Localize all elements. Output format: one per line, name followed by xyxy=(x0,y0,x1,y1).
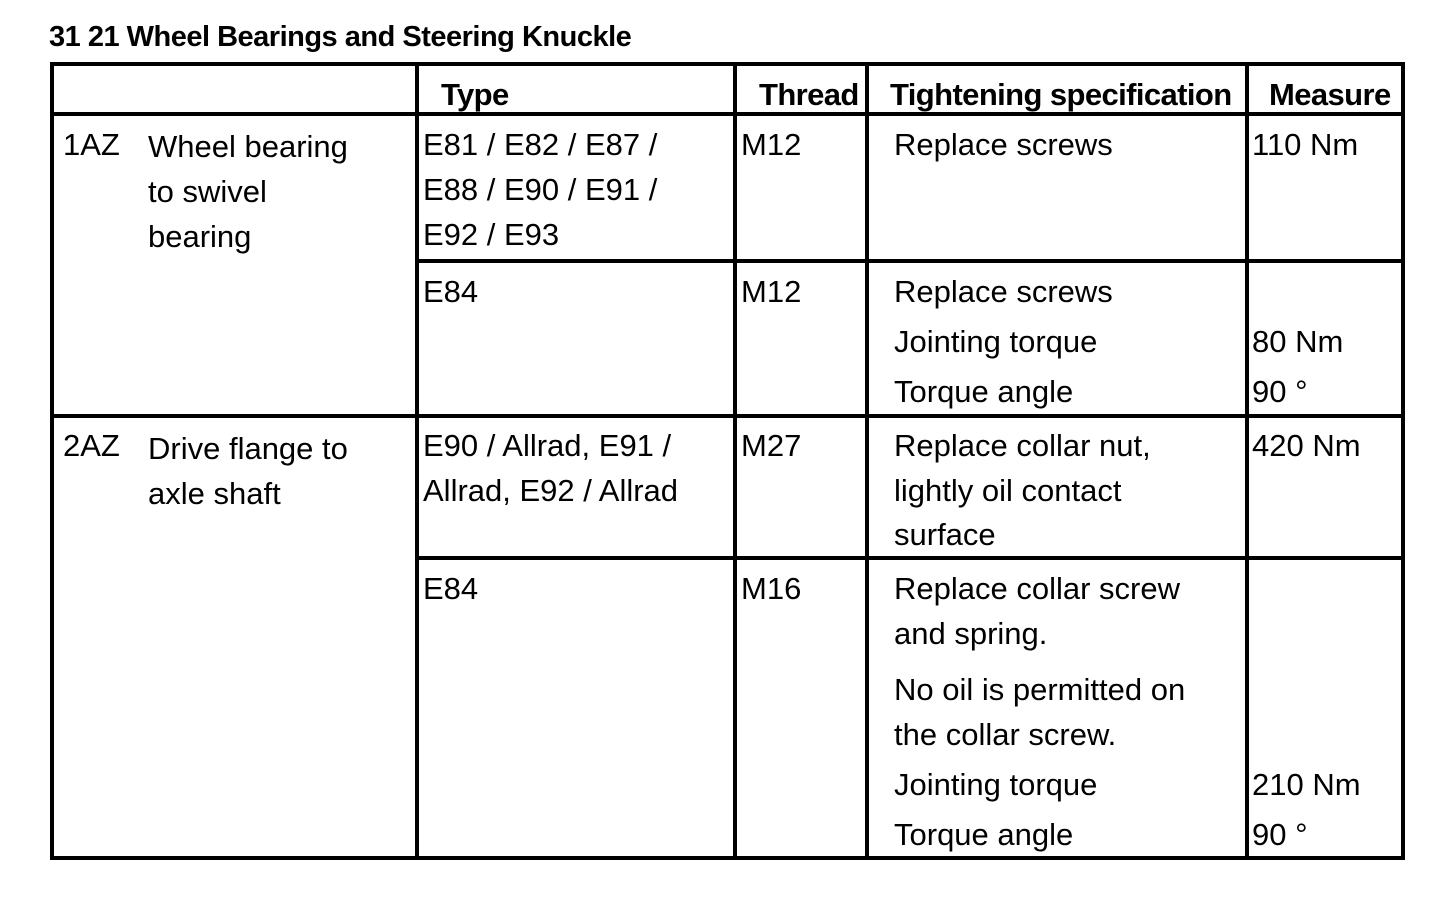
type-cell-line: Allrad, E92 / Allrad xyxy=(423,473,679,508)
group-code: 1AZ xyxy=(63,127,120,162)
measure-cell: 80 Nm xyxy=(1252,324,1344,359)
group-description-line: Drive flange to xyxy=(148,431,348,466)
spec-cell-line: Jointing torque xyxy=(894,767,1098,802)
column-divider xyxy=(865,66,869,856)
header-type: Type xyxy=(441,77,509,112)
thread-cell: M27 xyxy=(741,428,802,463)
measure-cell: 90 ° xyxy=(1252,374,1308,409)
spec-cell-line: surface xyxy=(894,517,996,552)
column-divider xyxy=(415,66,419,856)
type-cell-line: E90 / Allrad, E91 / xyxy=(423,428,672,463)
header-tightening-specification: Tightening specification xyxy=(890,77,1232,112)
group-description-line: bearing xyxy=(148,219,252,254)
group-description-line: to swivel xyxy=(148,174,267,209)
page-title: 31 21 Wheel Bearings and Steering Knuckle xyxy=(49,21,632,53)
spec-cell-line: Torque angle xyxy=(894,817,1074,852)
group-description-line: axle shaft xyxy=(148,476,281,511)
spec-cell-line: Replace collar nut, xyxy=(894,428,1151,463)
measure-cell: 90 ° xyxy=(1252,817,1308,852)
column-divider xyxy=(1245,66,1249,856)
spec-cell-line: Replace screws xyxy=(894,127,1113,162)
row-divider xyxy=(415,259,1401,263)
spec-cell-line: Replace screws xyxy=(894,274,1113,309)
column-divider xyxy=(733,66,737,856)
spec-cell-line: and spring. xyxy=(894,616,1048,651)
measure-cell: 420 Nm xyxy=(1252,428,1361,463)
spec-cell-line: Jointing torque xyxy=(894,324,1098,359)
type-cell-line: E88 / E90 / E91 / xyxy=(423,172,658,207)
type-cell-line: E92 / E93 xyxy=(423,217,560,252)
row-divider xyxy=(54,414,1401,418)
type-cell-line: E84 xyxy=(423,571,479,606)
spec-cell-line: No oil is permitted on xyxy=(894,672,1186,707)
thread-cell: M12 xyxy=(741,127,802,162)
thread-cell: M12 xyxy=(741,274,802,309)
spec-cell-line: lightly oil contact xyxy=(894,473,1122,508)
type-cell-line: E81 / E82 / E87 / xyxy=(423,127,658,162)
measure-cell: 110 Nm xyxy=(1252,127,1359,162)
torque-spec-table xyxy=(50,62,1405,860)
group-code: 2AZ xyxy=(63,428,120,463)
header-measure: Measure xyxy=(1269,77,1391,112)
group-description-line: Wheel bearing xyxy=(148,129,348,164)
type-cell-line: E84 xyxy=(423,274,479,309)
thread-cell: M16 xyxy=(741,571,802,606)
measure-cell: 210 Nm xyxy=(1252,767,1361,802)
spec-cell-line: Replace collar screw xyxy=(894,571,1180,606)
spec-cell-line: the collar screw. xyxy=(894,717,1117,752)
spec-cell-line: Torque angle xyxy=(894,374,1074,409)
header-thread: Thread xyxy=(759,77,859,112)
